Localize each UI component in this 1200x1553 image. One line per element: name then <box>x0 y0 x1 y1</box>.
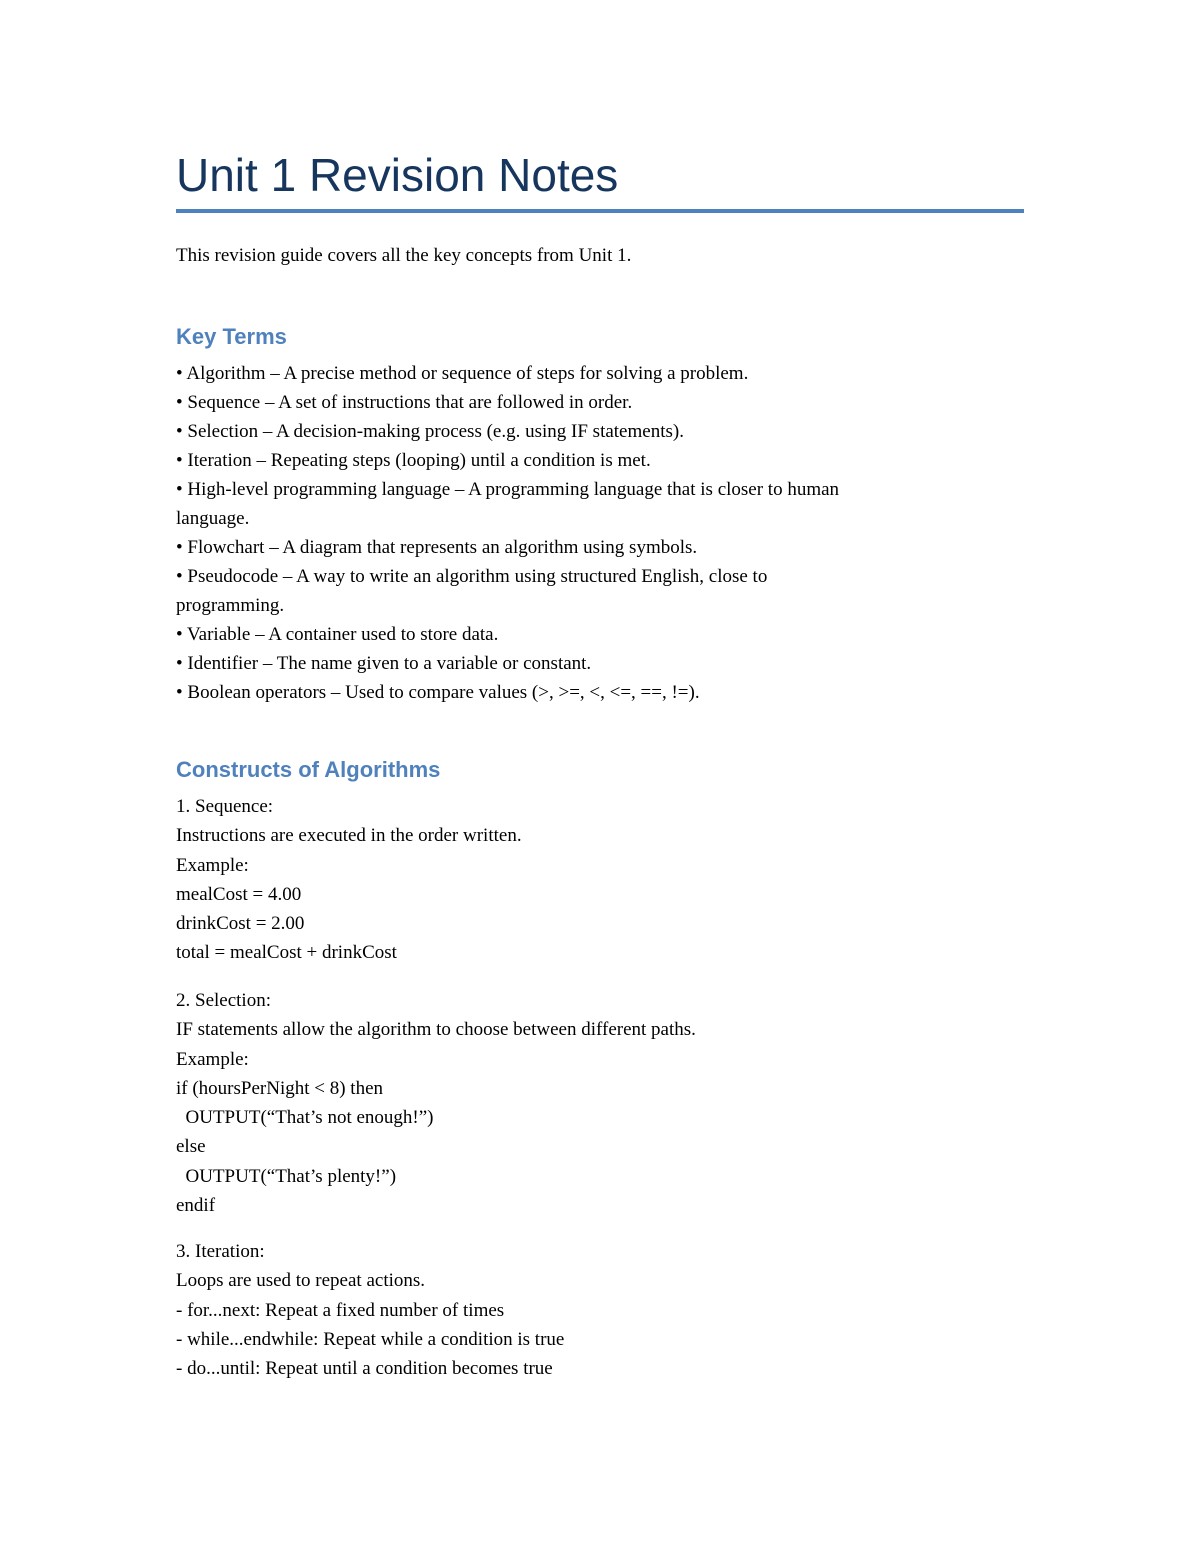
iteration-loop-line: - for...next: Repeat a fixed number of times <box>176 1299 505 1321</box>
key-term-line: • Selection – A decision-making process (e.g. using IF statements). <box>176 421 684 442</box>
key-term-line: • Variable – A container used to store data. <box>176 624 499 645</box>
sequence-code-line: total = mealCost + drinkCost <box>176 942 397 964</box>
iteration-loop-line: - do...until: Repeat until a condition becomes true <box>176 1358 553 1380</box>
key-terms-list <box>176 359 839 707</box>
selection-line: Example: <box>176 1048 249 1070</box>
key-term-line: • Identifier – The name given to a variable or constant. <box>176 653 592 674</box>
selection-line: 2. Selection: <box>176 990 271 1011</box>
iteration-line: 3. Iteration: <box>176 1241 265 1262</box>
key-term-line: • Flowchart – A diagram that represents an algorithm using symbols. <box>176 537 698 558</box>
key-term-line: • Sequence – A set of instructions that are followed in order. <box>176 392 633 413</box>
title-underline <box>176 209 1024 213</box>
key-term-line: • Algorithm – A precise method or sequence of steps for solving a problem. <box>176 363 749 384</box>
iteration-loop-line: - while...endwhile: Repeat while a condition is true <box>176 1328 565 1350</box>
selection-code-line: endif <box>176 1195 216 1217</box>
constructs-heading: Constructs of Algorithms <box>176 757 441 782</box>
intro-paragraph: This revision guide covers all the key concepts from Unit 1. <box>176 245 632 266</box>
sequence-section <box>176 792 522 968</box>
sequence-line: 1. Sequence: <box>176 796 274 817</box>
sequence-line: Instructions are executed in the order written. <box>176 825 522 847</box>
document-title: Unit 1 Revision Notes <box>176 149 619 201</box>
selection-code-line: OUTPUT(“That’s plenty!”) <box>176 1165 397 1187</box>
key-term-line: • Iteration – Repeating steps (looping) until a condition is met. <box>176 450 651 471</box>
selection-code-line: if (hoursPerNight < 8) then <box>176 1077 384 1099</box>
selection-code-line: OUTPUT(“That’s not enough!”) <box>176 1107 434 1129</box>
selection-line: IF statements allow the algorithm to choose between different paths. <box>176 1019 696 1041</box>
iteration-line: Loops are used to repeat actions. <box>176 1270 426 1292</box>
key-term-line: • High-level programming language – A programming language that is closer to human <box>176 479 840 500</box>
selection-code-line: else <box>176 1136 206 1158</box>
key-term-line: language. <box>176 508 250 529</box>
key-term-line: programming. <box>176 595 285 616</box>
key-terms-heading: Key Terms <box>176 324 287 349</box>
key-term-line: • Boolean operators – Used to compare values (>, >=, <, <=, ==, !=). <box>176 682 700 703</box>
iteration-section <box>176 1237 564 1383</box>
sequence-code-line: drinkCost = 2.00 <box>176 913 305 935</box>
sequence-line: Example: <box>176 854 249 876</box>
key-term-line: • Pseudocode – A way to write an algorithm using structured English, close to <box>176 566 768 587</box>
sequence-code-line: mealCost = 4.00 <box>176 883 302 905</box>
selection-section <box>176 986 696 1220</box>
